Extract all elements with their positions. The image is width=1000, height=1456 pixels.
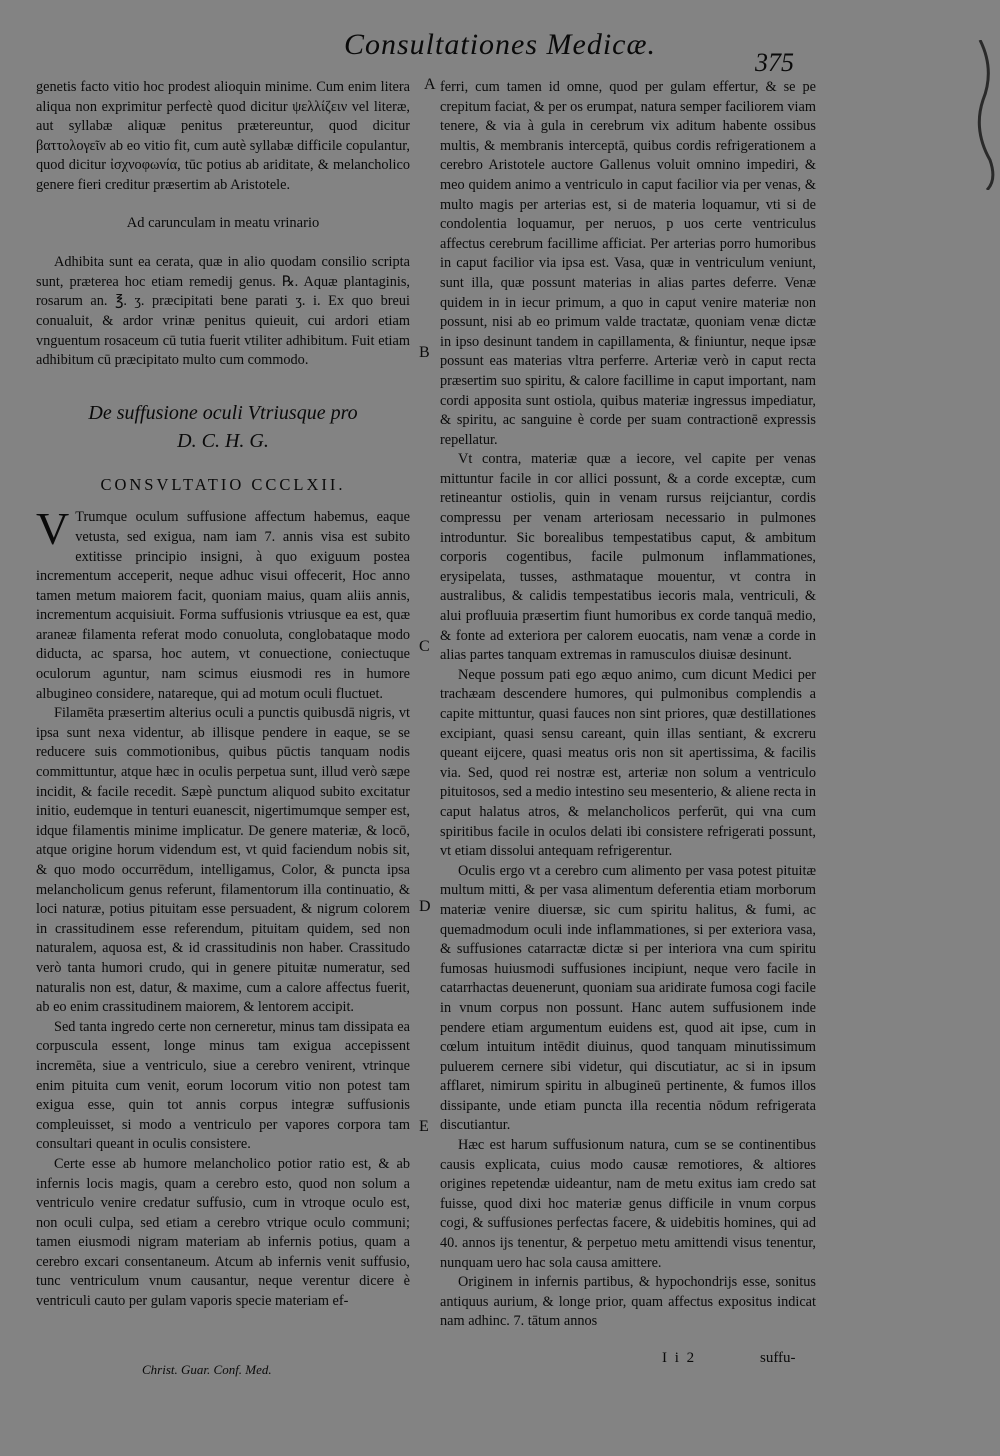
section-title-line-1: De suffusione oculi Vtriusque pro xyxy=(88,401,358,424)
right-column xyxy=(440,78,816,1332)
left-intro-paragraph: genetis facto vitio hoc prodest alioquin minime. Cum enim litera aliqua non exprimitur perfectè quod dicitur ψελλίζειν vel literæ, aut syllabæ aliquæ penitus prætereuntur, quod dicitur βαττολογεῖν ab eo vitio fit, cum autè syllabæ difficile copulantur, quod dicitur ἰσχνοφωνία, tūc potius ab ariditate, & melancholico genere fieri creditur præsertim ab Aristotele. xyxy=(36,79,410,193)
body-paragraph: Hæc est harum suffusionum natura, cum se se continentibus causis explicata, cuius modo causæ remotiores, & altiores origines repetendæ uideantur, nam de metu exitus iam credo sat fuisse, quod dixi hoc materiæ genus difficile in vnum corpus cogi, & suffusiones perfectas facere, & uidebitis homines, qui ad 40. annos ijs tenentur, & perpetuo metu amittendi visus tenentur, nunquam uero hac sola causa amittere. xyxy=(440,1137,816,1271)
remedy-subheading: Ad carunculam in meatu vrinario xyxy=(126,214,320,231)
drop-cap: V xyxy=(36,503,70,555)
left-column xyxy=(36,78,410,1312)
margin-letter-b: B xyxy=(419,344,430,361)
section-title xyxy=(36,399,410,455)
margin-letter-c: C xyxy=(419,638,430,655)
consultatio-heading: CONSVLTATIO CCCLXII. xyxy=(100,474,346,494)
body-paragraph: Filamēta præsertim alterius oculi a punctis quibusdā nigris, vt ipsa sunt nexa videntur, ab illisque pendere in eaque, se se reducere suis commotionibus, quibus pūctis tanquam nodis committuntur, atque hæc in oculis perpetua sunt, illud verò sæpe incidit, & facile recedit. Sæpè punctum aliquod subito excitatur initio, eudemque in tenturi euanescit, nigertimumque semper est, idque filamentis minime implicatur. De genere materiæ, & locō, atque origine horum videndum est, vt quid faciendum nobis sit, & quo modo occurrēdum, intelligamus, Color, & puncta ipsa melancholicum genus referunt, filamentorum illa continuatio, & loci naturæ, potius pituitam esse persuadent, & nigrum colorem in crassitudinem esse referendum, pituitam quidem, sed non naturalem, aquosa est, & id crassitudinis non haber. Crassitudo verò tanta humori crudo, qui in genere pituitæ numeratur, sed naturalis non est, datur, & maxime, cum a calore affectus fuerit, ab eo enim crassitudinem maiorem, & lentorem accipit. xyxy=(36,705,410,1016)
body-paragraph: ferri, cum tamen id omne, quod per gulam effertur, & se pe crepitum faciat, & per os erumpat, natura semper faciliorem viam tenere, & via à gula in cerebrum vix aditum habente ossibus multis, & membranis interceptā, quibus cordis refrigerationem a cerebro Aristotele auctore Gallenus voluit omnino impediri, & meo quidem animo a ventriculo in caput facilior via per venas, & multo magis per arterias est, si de materia loquamur, vti si de condolentia loquamur, per neruos, p uos certe ventriculus affectus cerebrum facillime afficiat. Per arterias porro humoribus in caput facilior via ipsa est. Vasa, quæ in ventriculum veniunt, sunt illa, quæ possunt materias in alias partes deferre. Venæ quidem in in iecur primum, a quo in caput venire materiæ non possunt, nisi ab eo primum valde tractatæ, quoniam venæ dictæ in ipso desinunt tandem in capillamenta, & finiuntur, neque ipsæ possunt eas materias vltra perferre. Arteriæ verò in caput recta præsertim suo spiritu, & calore facillime in caput important, nam cordi apposita sunt ostiola, quibus materiæ ingressus impediatur, & spiritu, ac sanguine è corde per suam contractionē expressis repellatur. xyxy=(440,79,816,448)
body-paragraph: Vt contra, materiæ quæ a iecore, vel capite per venas mittuntur facile in cor allici possunt, & a corde exceptæ, cum retineantur ostiolis, quin in venam rursus reijciantur, cordis compressu per venam arteriosam necessario in pulmones introduntur. Sic borealibus tempestatibus caput, & ambitum corporis cogentibus, facile pulmonum inflammationes, erysipelata, tusses, asthmataque mouentur, vt contra in australibus, & calidis tempestatibus iecoris mala, ventriculi, & alui profluuia præsertim fiunt humoribus ex corde tanquā medio, & fonte ad exteriora per calorem euocatis, nam venæ a corde in alias partes tanquam extremas in ramusculos diuisæ desinunt. xyxy=(440,451,816,664)
body-paragraph: Sed tanta ingredo certe non cerneretur, minus tam dissipata ea corpuscula essent, longe minus tam exigua accepissent incremēta, siue a ventriculo, siue a cerebro venirent, vtrinque enim pituita cum venit, eorum locorum vitio non potest tam exigua esse, quin tot annis corpus integræ suffusionis compleuisset, si modo a ventriculo per vapores corpora tam consultari queant in oculis consistere. xyxy=(36,1018,410,1153)
page-edge-ornament xyxy=(975,40,1000,190)
margin-letter-a: A xyxy=(424,76,436,93)
body-paragraph: Oculis ergo vt a cerebro cum alimento per vasa potest pituitæ multum mitti, & per vasa alimentum deferentia etiam morborum materiæ venire diuersæ, sic cum spiritu halitus, & fumi, ac quemadmodum oculi inde inflammationes, si per exteriora vasa, & suffusiones catarractæ dictæ si per interiora vna cum spiritu fumosas huiusmodi suffusiones incipiunt, neque vero facile in catarrhactas deuenerunt, quoniam sua aridirate fumosa cogi facile in vnum corpus non possunt. Hanc autem suffusionem inde pendere etiam argumentum euidens est, quod ait ipse, cum in cœlum intuitum intēdit diuinus, quod tanquam minutissimum puluerem cernere sibi videtur, qui discutiatur, ac si in ipsum afflaret, nimirum spiritu in albugineū pertinente, & fumos illos dissipante, unde etiam puncta illa recentia nōdum refrigerata discutiantur. xyxy=(440,862,816,1134)
page-header-title: Consultationes Medicæ. xyxy=(344,28,656,61)
remedy-paragraph: Adhibita sunt ea cerata, quæ in alio quodam consilio scripta sunt, præterea hoc etiam remedij genus. ℞. Aquæ plantaginis, rosarum an. ℥. ʒ. præcipitati bene parati ʒ. i. Ex quo breui conualuit, & ardor vrinæ penitus quieuit, cui ardori etiam vnguentum rosaceum cū tutia fuerit vtiliter adhibitum. Fuit etiam adhibitum cū præcipitato multo cum commodo. xyxy=(36,254,410,369)
margin-letter-e: E xyxy=(419,1118,429,1135)
body-paragraph xyxy=(36,503,410,704)
section-title-line-2: D. C. H. G. xyxy=(177,429,269,452)
footer-signature: Christ. Guar. Conf. Med. xyxy=(142,1362,272,1377)
body-paragraph-text: Trumque oculum suffusione affectum habemus, eaque vetusta, sed exigua, nam iam 7. annis visa est subito extitisse principio insigni, à quo exiguum postea incrementum acceperit, neque adhuc visui offecerit, Hoc anno tamen metum maiorem facit, quoniam maius, quam aliis annis, incrementum acquisiuit. Forma suffusionis vtriusque ea est, quæ araneæ filamenta referat modo conuoluta, conglobataque modo diducta, ac sparsa, hoc autem, vt conuectione, coniectuque oculorum aguntur, nam scimus eiusmodi res in humore albugineo considere, natareque, qui ad motum oculi fluctuet. xyxy=(36,509,410,702)
catchword: suffu- xyxy=(760,1350,796,1366)
margin-letter-d: D xyxy=(419,898,431,915)
body-paragraph: Originem in infernis partibus, & hypochondrijs esse, sonitus antiquus aurium, & longe prior, quam affectus expositus indicat nam adhinc. 7. tātum annos xyxy=(440,1274,816,1330)
body-paragraph: Certe esse ab humore melancholico potior ratio est, & ab infernis locis magis, quam a cerebro esto, quod non solum a ventriculo venire credatur suffusio, cum in vtroque oculo est, non oculi culpa, sed etiam a cerebro vtrique oculo communi; tamen eiusmodi nigram materiam ab infernis potius, quam a cerebro excari consentaneum. Atcum ab infernis venit suffusio, tunc ventriculum vnum causantur, neque verentur dicere è ventriculi cauto per gulam vaporis specie materiam ef- xyxy=(36,1155,410,1310)
body-paragraph: Neque possum pati ego æquo animo, cum dicunt Medici per trachæam descendere humores, qui pulmonibus complendis a capite mittuntur, quasi fauces non sint priores, quæ destillationes excipiant, quasi sensu careant, quin illas sentiant, & excreru queant eijcere, quasi meatus oris non sit apertissima, & facilis via. Sed, quod rei nostræ est, arteriæ non solum a ventriculo pituitosos, sed a medio intestino seu mesenterio, & aliene recta in caput halatus atros, & melancholicos perferūt, qui vna cum spiritibus facile in oculos delati ibi consistere refrigerati possunt, vt etiam dissolui antequam refrigerentur. xyxy=(440,666,816,860)
page-number: 375 xyxy=(755,48,794,77)
signature-mark: I i 2 xyxy=(662,1350,697,1366)
